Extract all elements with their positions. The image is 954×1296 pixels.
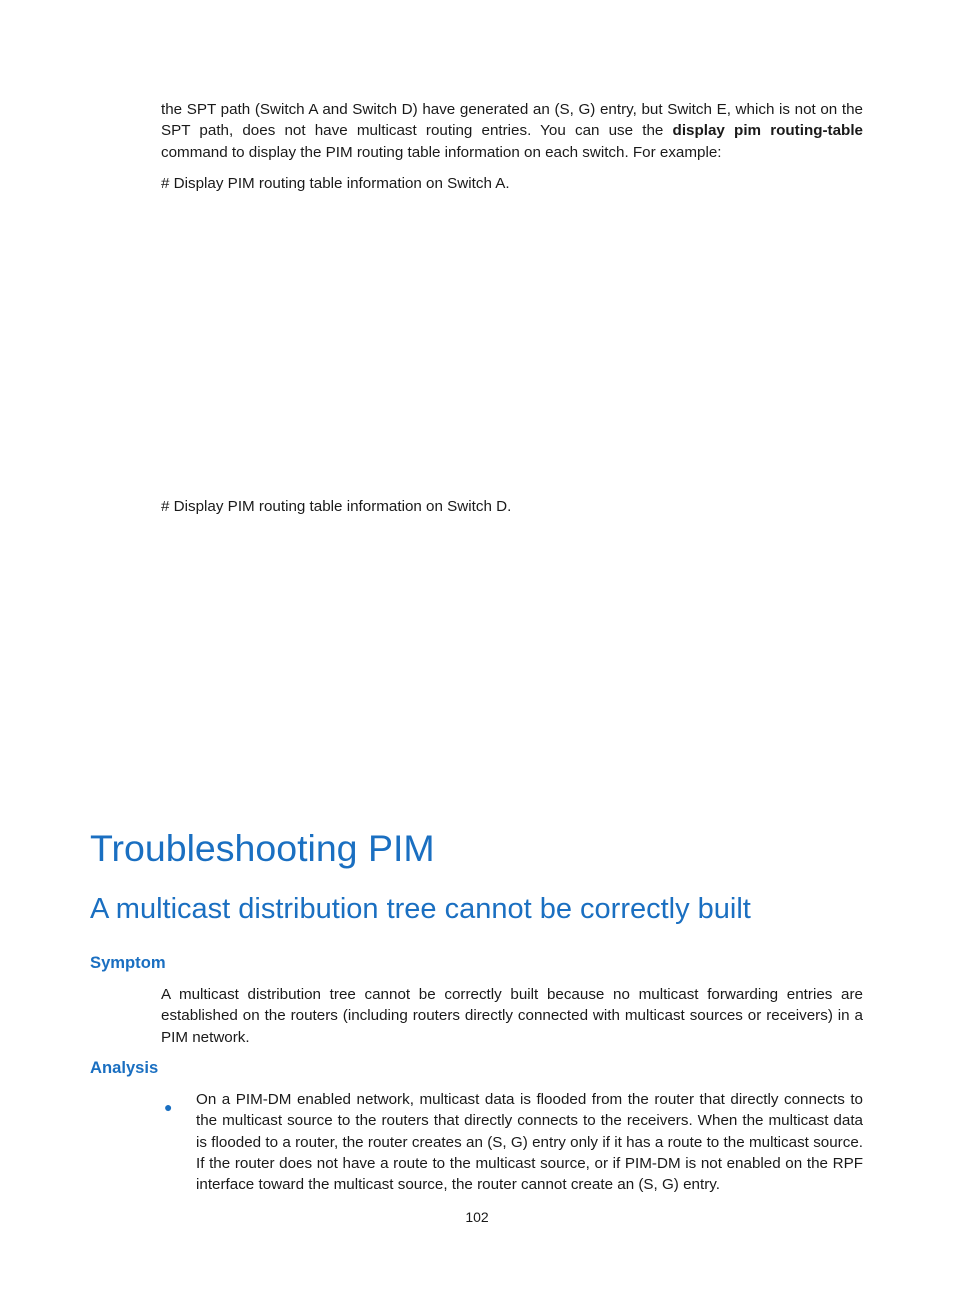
intro-paragraph <box>161 99 863 163</box>
heading-symptom: Symptom <box>90 953 166 972</box>
heading-analysis: Analysis <box>90 1058 159 1077</box>
command-display-pim-routing-table: display pim routing-table <box>672 122 864 140</box>
page-number: 102 <box>465 1209 489 1225</box>
heading-distribution-tree: A multicast distribution tree cannot be correctly built <box>90 893 751 925</box>
analysis-bullet-1: On a PIM-DM enabled network, multicast data is flooded from the router that directly connects to the multicast source to the routers that directly connects to the receivers. When the multicast data is flooded to a router, the router creates an (S, G) entry only if it has a route to the multicast source. If the router does not have a route to the multicast source, or if PIM-DM is not enabled on the RPF interface toward the multicast source, the router cannot create an (S, G) entry. <box>196 1091 863 1194</box>
comment-switch-a: # Display PIM routing table information on Switch A. <box>161 175 510 192</box>
heading-troubleshooting-pim: Troubleshooting PIM <box>90 827 435 869</box>
symptom-paragraph: A multicast distribution tree cannot be correctly built because no multicast forwarding entries are established on the routers (including routers directly connected with multicast sources or receivers) in a PIM network. <box>161 986 863 1046</box>
intro-text-1: the SPT path (Switch A and Switch D) have generated an (S, G) entry, but Switch E, which is not on the SPT path, does not have multicast routing entries. You can use the <box>161 101 863 140</box>
comment-switch-d: # Display PIM routing table information on Switch D. <box>161 498 512 515</box>
intro-text-2: command to display the PIM routing table information on each switch. For example: <box>161 143 722 161</box>
bullet-dot-icon: ● <box>164 1099 173 1115</box>
